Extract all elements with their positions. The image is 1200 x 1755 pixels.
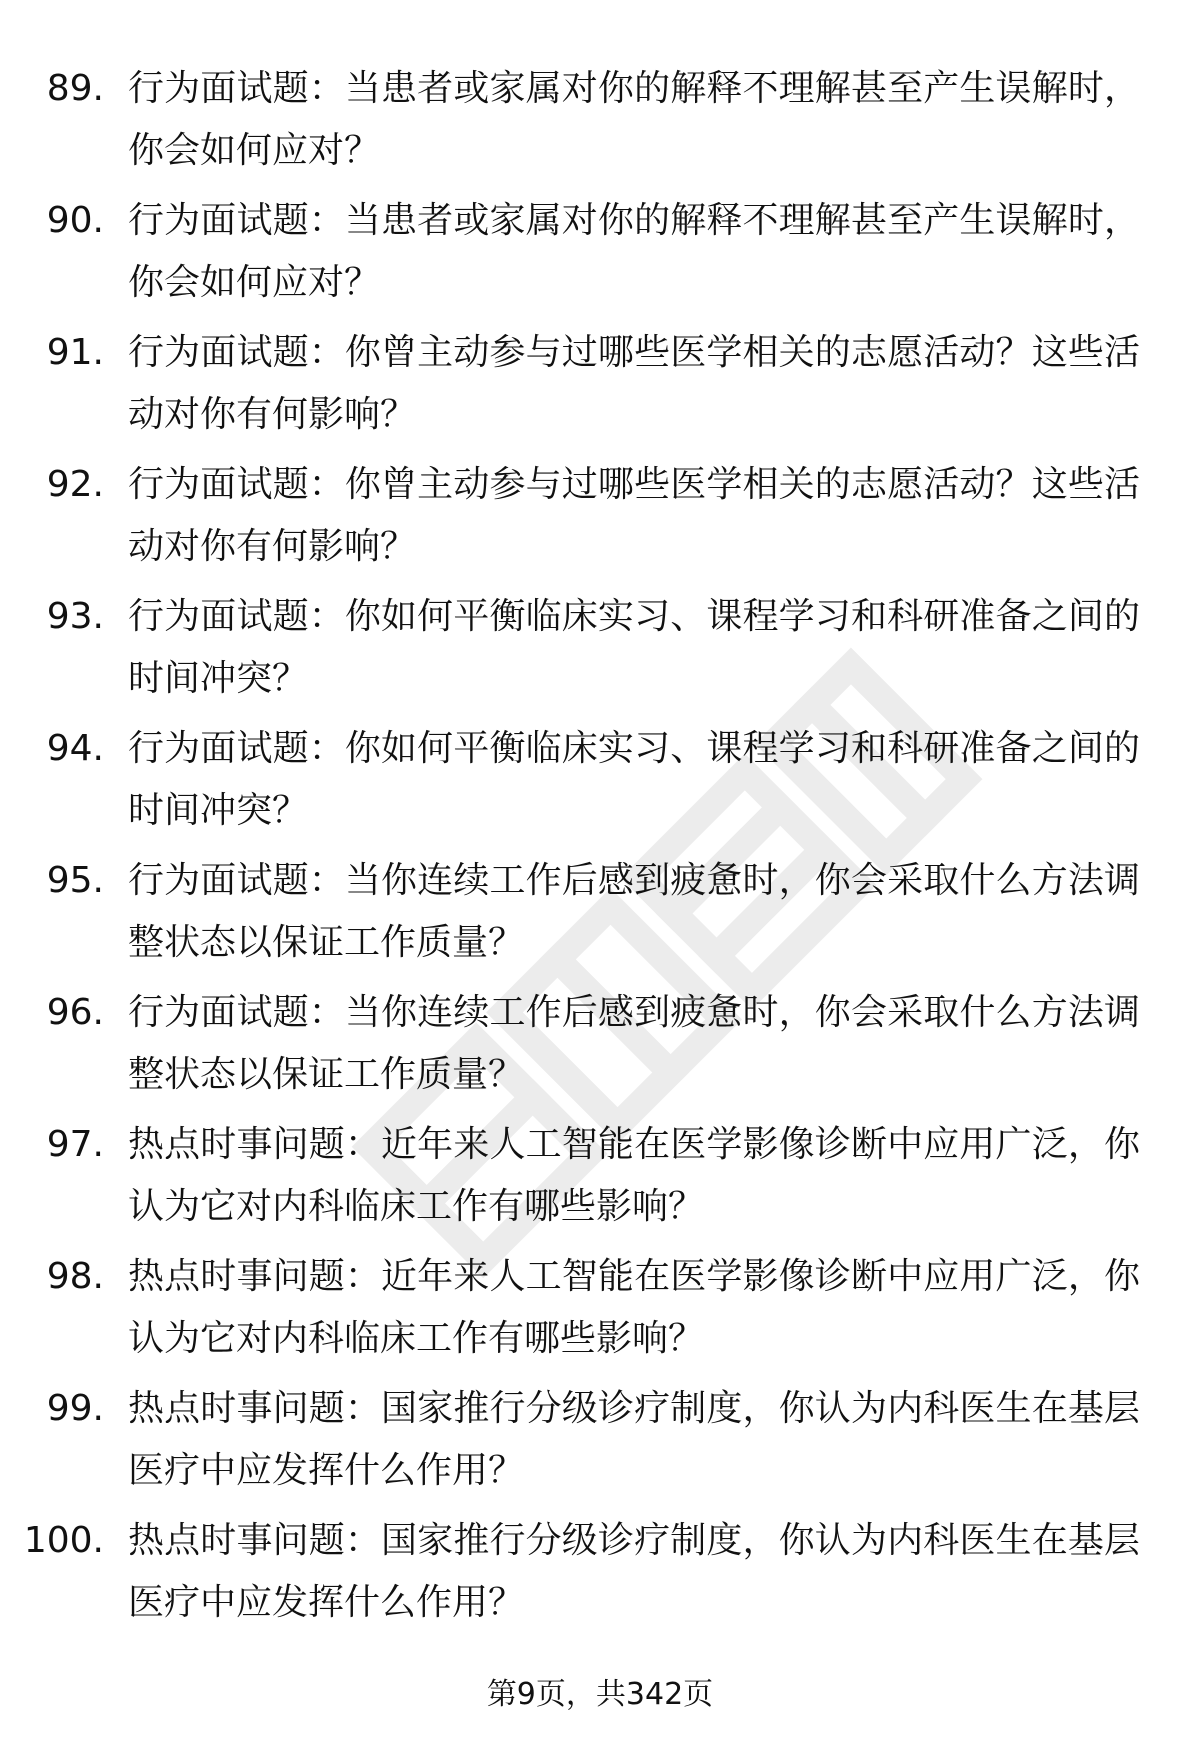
- question-text: 热点时事问题：国家推行分级诊疗制度，你认为内科医生在基层医疗中应发挥什么作用？: [128, 1520, 1140, 1623]
- question-number: 93.: [46, 596, 104, 637]
- question-item: [0, 322, 1200, 454]
- question-number: 97.: [46, 1124, 104, 1165]
- question-number: 95.: [46, 860, 104, 901]
- question-item: [0, 982, 1200, 1114]
- question-text: 行为面试题：当你连续工作后感到疲惫时，你会采取什么方法调整状态以保证工作质量？: [128, 860, 1140, 963]
- question-text: 行为面试题：当你连续工作后感到疲惫时，你会采取什么方法调整状态以保证工作质量？: [128, 992, 1140, 1095]
- question-item: [0, 1114, 1200, 1246]
- question-number: 89.: [46, 68, 104, 109]
- question-text: 行为面试题：当患者或家属对你的解释不理解甚至产生误解时，你会如何应对？: [128, 68, 1140, 171]
- question-number: 96.: [46, 992, 104, 1033]
- question-text: 行为面试题：你如何平衡临床实习、课程学习和科研准备之间的时间冲突？: [128, 728, 1140, 831]
- question-number: 94.: [46, 728, 104, 769]
- question-text: 行为面试题：你曾主动参与过哪些医学相关的志愿活动？这些活动对你有何影响？: [128, 332, 1140, 435]
- question-text: 热点时事问题：近年来人工智能在医学影像诊断中应用广泛，你认为它对内科临床工作有哪些影响？: [128, 1124, 1140, 1227]
- question-number: 91.: [46, 332, 104, 373]
- question-number: 98.: [46, 1256, 104, 1297]
- question-item: [0, 190, 1200, 322]
- question-item: [0, 1510, 1200, 1642]
- question-item: [0, 1378, 1200, 1510]
- question-item: [0, 718, 1200, 850]
- question-text: 行为面试题：你如何平衡临床实习、课程学习和科研准备之间的时间冲突？: [128, 596, 1140, 699]
- question-text: 热点时事问题：国家推行分级诊疗制度，你认为内科医生在基层医疗中应发挥什么作用？: [128, 1388, 1140, 1491]
- question-number: 99.: [46, 1388, 104, 1429]
- question-number: 100.: [23, 1520, 104, 1561]
- question-item: [0, 454, 1200, 586]
- question-item: [0, 58, 1200, 190]
- question-number: 90.: [46, 200, 104, 241]
- question-text: 热点时事问题：近年来人工智能在医学影像诊断中应用广泛，你认为它对内科临床工作有哪些影响？: [128, 1256, 1140, 1359]
- question-item: [0, 586, 1200, 718]
- question-item: [0, 850, 1200, 982]
- page-number-footer: 第9页，共342页: [486, 1677, 714, 1712]
- question-list: [0, 58, 1200, 1642]
- question-text: 行为面试题：你曾主动参与过哪些医学相关的志愿活动？这些活动对你有何影响？: [128, 464, 1140, 567]
- question-text: 行为面试题：当患者或家属对你的解释不理解甚至产生误解时，你会如何应对？: [128, 200, 1140, 303]
- question-item: [0, 1246, 1200, 1378]
- question-number: 92.: [46, 464, 104, 505]
